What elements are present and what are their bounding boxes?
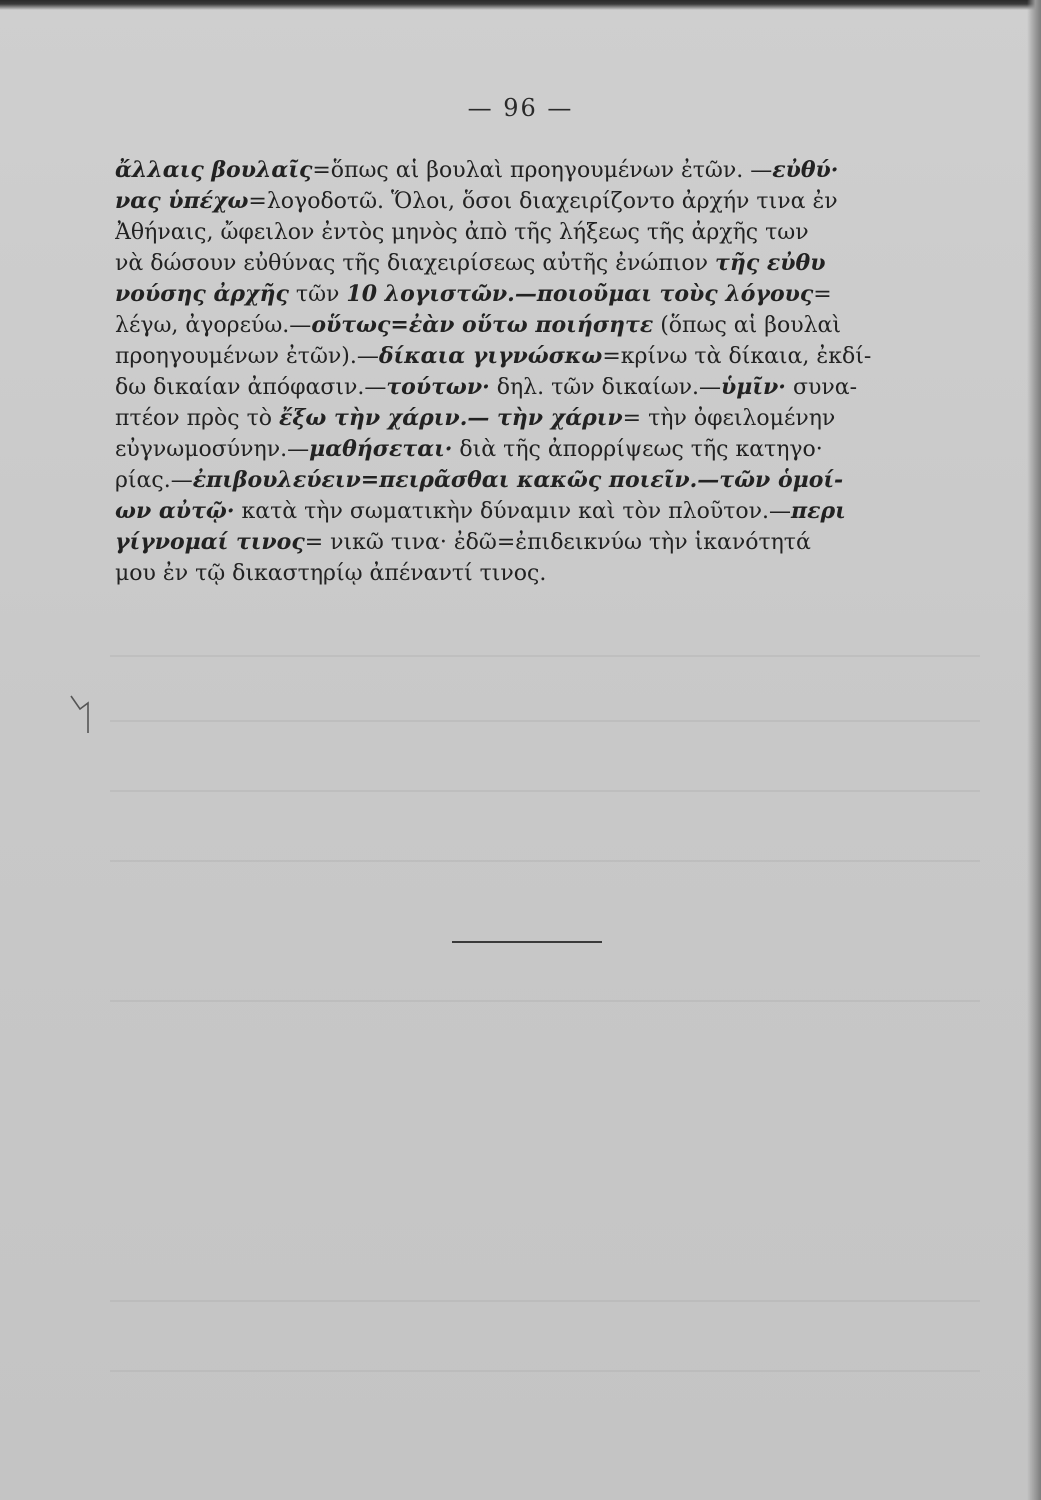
- bold-term: τούτων·: [386, 374, 490, 400]
- text-line: [115, 465, 965, 496]
- pencil-mark-icon: [68, 693, 92, 735]
- bleed-through: [110, 860, 980, 862]
- plain-text: =λογοδοτῶ. Ὅλοι, ὅσοι διαχειρίζοντο ἀρχήν τινα ἐν: [248, 189, 838, 214]
- plain-text: πτέον πρὸς τὸ: [115, 406, 280, 431]
- bold-term: γίγνομαί τινος: [115, 529, 305, 555]
- bold-term: εὐθύ·: [772, 157, 839, 183]
- bold-term: νούσης ἀρχῆς: [115, 281, 289, 307]
- bold-term: οὕτως=ἐὰν οὕτω ποιήσητε: [311, 312, 654, 338]
- bold-term: νας ὑπέχω: [115, 188, 249, 214]
- plain-text: Ἀθήναις, ὤφειλον ἐντὸς μηνὸς ἀπὸ τῆς λήξεως τῆς ἀρχῆς των: [115, 220, 809, 245]
- plain-text: συνα-: [785, 375, 858, 400]
- plain-text: εὐγνωμοσύνην.—: [115, 437, 310, 462]
- plain-text: = τὴν ὀφειλομένην: [622, 406, 836, 431]
- bold-term: ὑμῖν·: [721, 374, 786, 400]
- plain-text: προηγουμένων ἐτῶν).—: [115, 344, 379, 369]
- text-line: [115, 310, 965, 341]
- text-line: [115, 558, 965, 589]
- text-line: [115, 341, 965, 372]
- text-line: [115, 155, 965, 186]
- bleed-through: [110, 655, 980, 657]
- plain-text: =: [813, 282, 832, 307]
- plain-text: λέγω, ἀγορεύω.—: [115, 313, 312, 338]
- text-line: [115, 372, 965, 403]
- text-line: [115, 279, 965, 310]
- plain-text: = νικῶ τινα· ἐδῶ=ἐπιδεικνύω τὴν ἱκανότητά: [304, 530, 811, 555]
- plain-text: νὰ δώσουν εὐθύνας τῆς διαχειρίσεως αὐτῆς ἐνώπιον: [115, 251, 716, 276]
- plain-text: δω δικαίαν ἀπόφασιν.—: [115, 375, 387, 400]
- bold-term: 10 λογιστῶν.—ποιοῦμαι τοὺς λόγους: [346, 281, 814, 307]
- end-rule: [452, 941, 602, 943]
- bleed-through: [110, 1370, 980, 1372]
- plain-text: διὰ τῆς ἀπορρίψεως τῆς κατηγο·: [452, 437, 823, 462]
- plain-text: κατὰ τὴν σωματικὴν δύναμιν καὶ τὸν πλοῦτον.—: [234, 499, 791, 524]
- bold-term: τῆς εὐθυ: [715, 250, 826, 276]
- page-number: — 96 —: [467, 94, 574, 122]
- bold-term: ἄλλαις βουλαῖς: [115, 157, 313, 183]
- plain-text: (ὅπως αἱ βουλαὶ: [653, 313, 841, 338]
- bleed-through: [110, 1300, 980, 1302]
- bleed-through: [110, 720, 980, 722]
- plain-text: =κρίνω τὰ δίκαια, ἐκδί-: [602, 344, 872, 369]
- page-top-shadow: [0, 0, 1041, 10]
- bleed-through: [110, 790, 980, 792]
- text-line: [115, 496, 965, 527]
- text-line: [115, 434, 965, 465]
- bold-term: ἔξω τὴν χάριν.— τὴν χάριν: [279, 405, 623, 431]
- bold-term: ων αὐτῷ·: [115, 498, 235, 524]
- bold-term: μαθήσεται·: [309, 436, 453, 462]
- bold-term: περι: [790, 498, 846, 524]
- text-line: [115, 403, 965, 434]
- plain-text: μου ἐν τῷ δικαστηρίῳ ἀπέναντί τινος.: [115, 561, 547, 586]
- plain-text: =ὅπως αἱ βουλαὶ προηγουμένων ἐτῶν. —: [312, 158, 773, 183]
- bleed-through: [110, 1000, 980, 1002]
- text-line: [115, 527, 965, 558]
- bold-term: ἐπιβουλεύειν=πειρᾶσθαι κακῶς ποιεῖν.—τῶν ὁμοί-: [192, 467, 844, 493]
- plain-text: τῶν: [288, 282, 347, 307]
- text-line: [115, 217, 965, 248]
- text-line: [115, 248, 965, 279]
- body-text: [115, 155, 965, 589]
- page-right-shadow: [1027, 0, 1041, 1500]
- plain-text: ρίας.—: [115, 468, 193, 493]
- bold-term: δίκαια γιγνώσκω: [378, 343, 603, 369]
- plain-text: δηλ. τῶν δικαίων.—: [489, 375, 722, 400]
- text-line: [115, 186, 965, 217]
